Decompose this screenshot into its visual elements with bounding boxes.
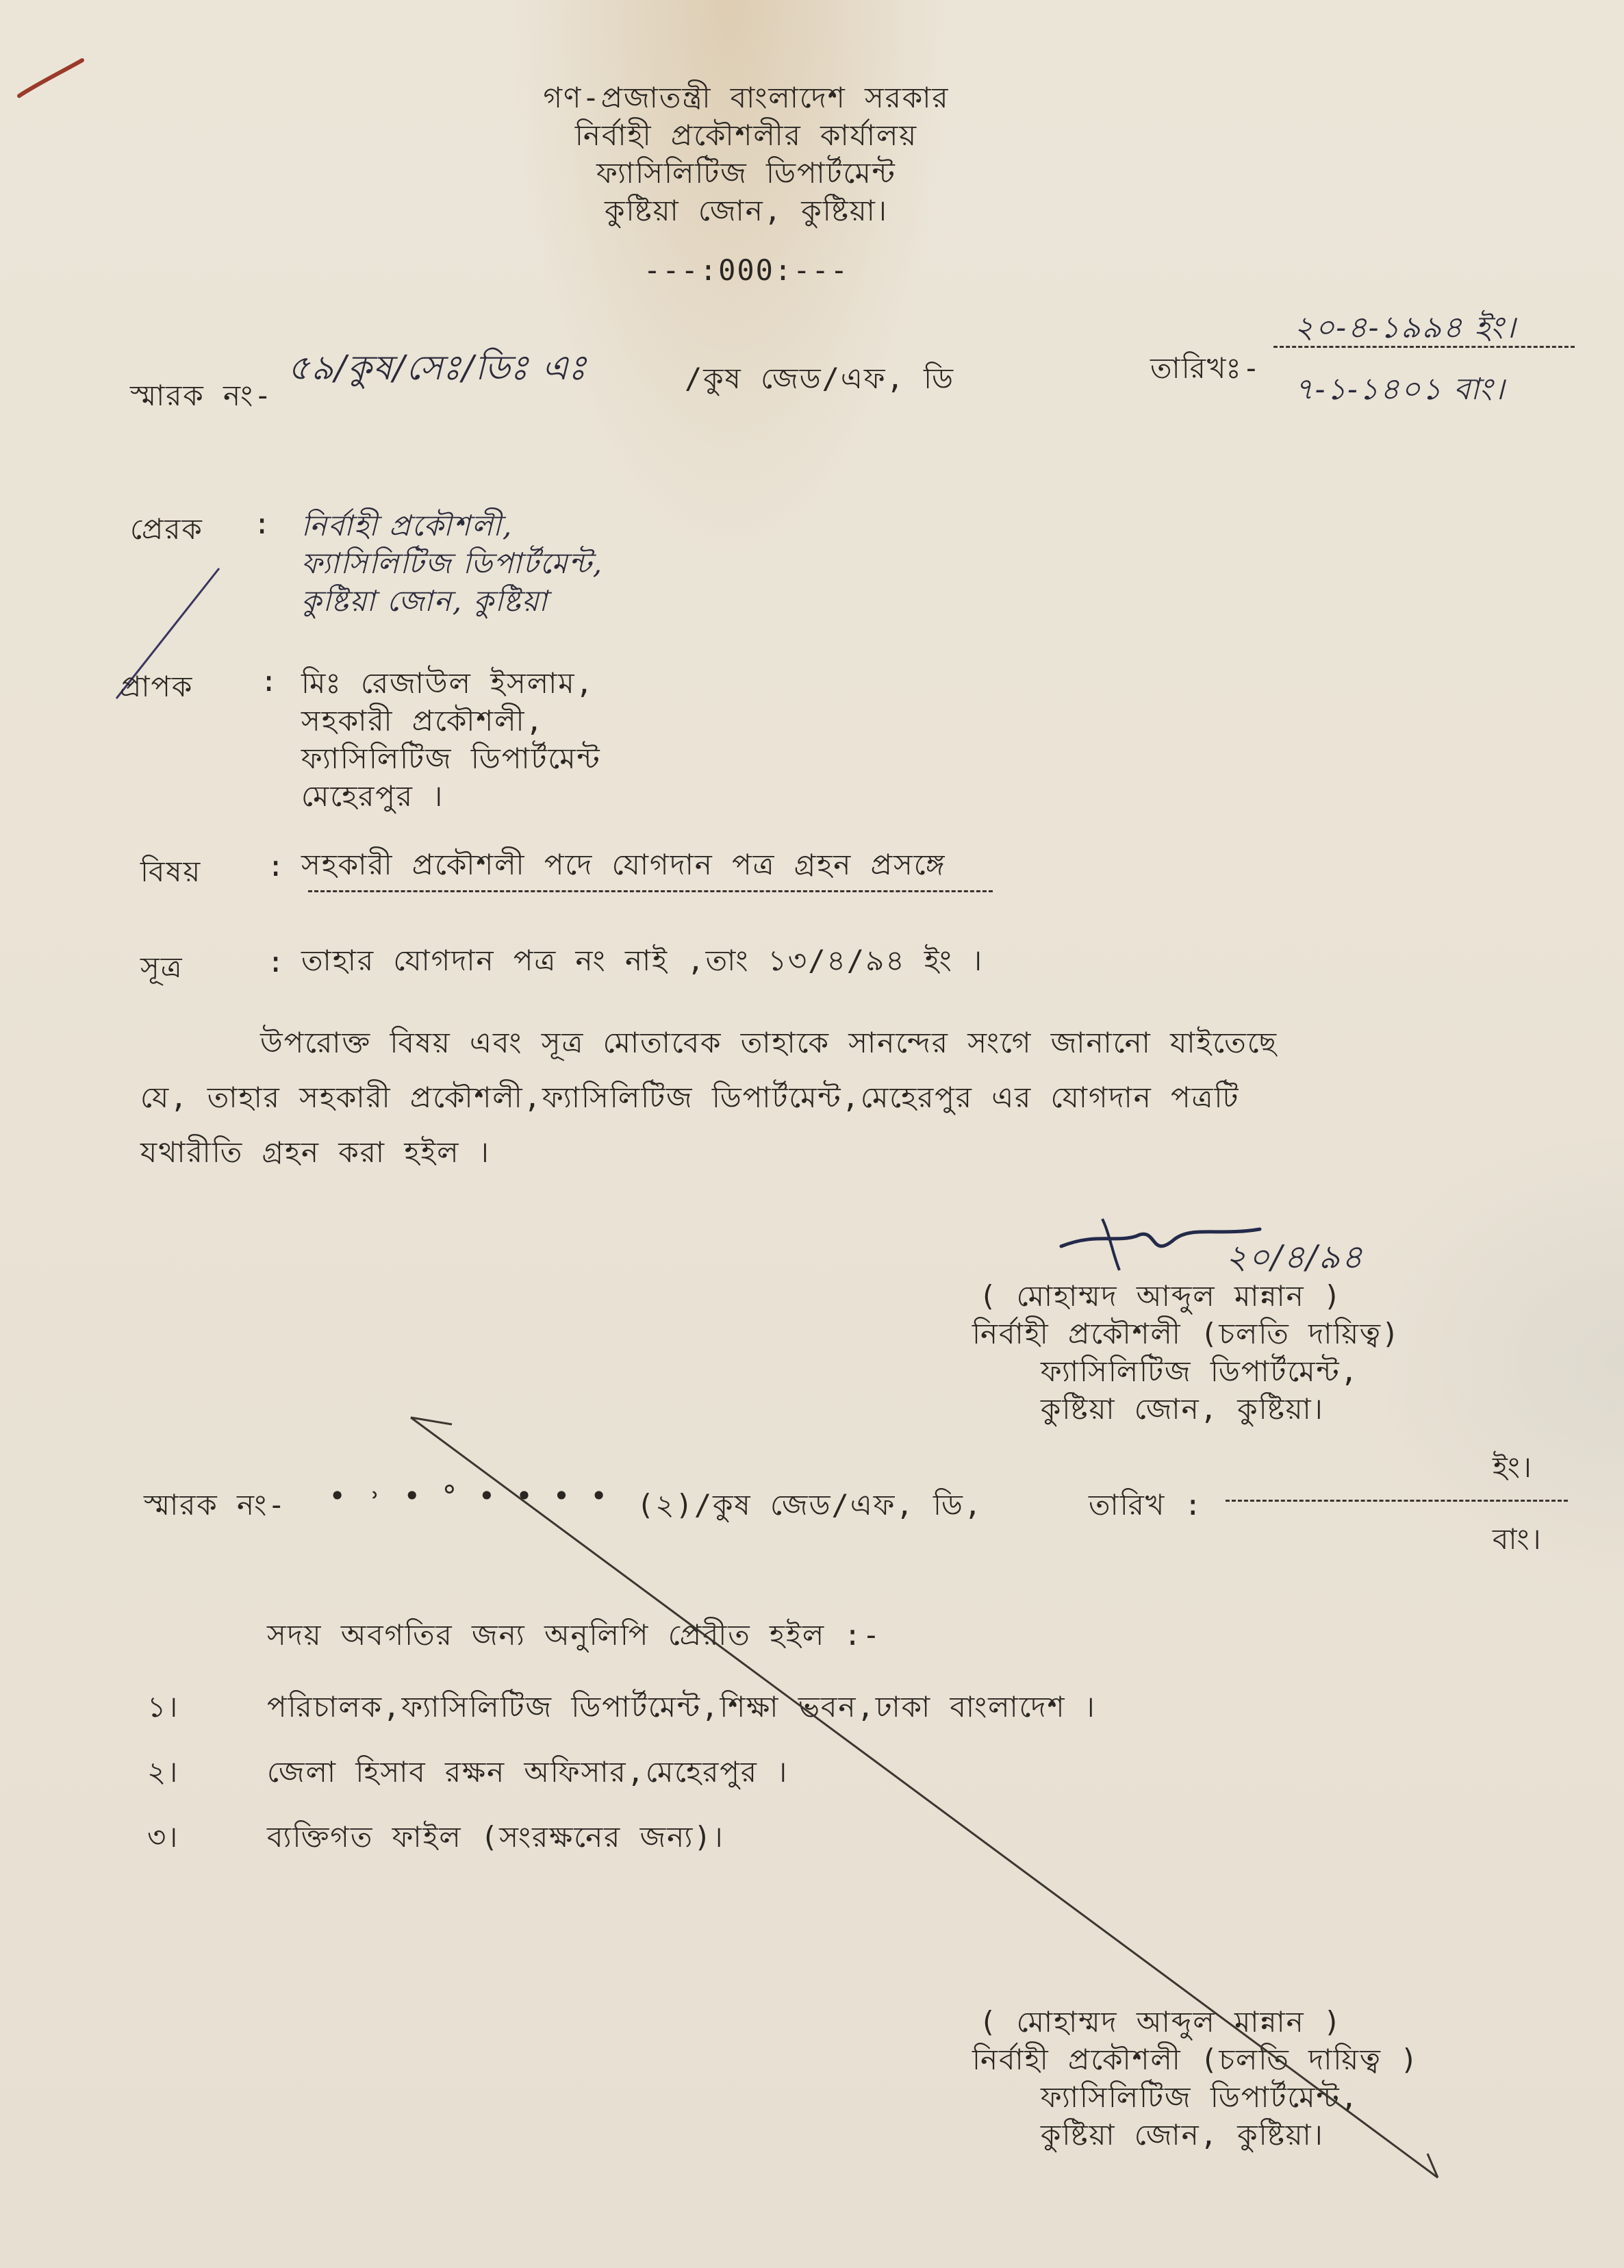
- sender-line: কুষ্টিয়া জোন, কুষ্টিয়া: [301, 584, 548, 618]
- signature1-line: নির্বাহী প্রকৌশলী (চলতি দায়িত্ব): [972, 1317, 1401, 1350]
- signature1-line: ( মোহাম্মদ আব্দুল মান্নান ): [979, 1279, 1343, 1313]
- signature2-line: নির্বাহী প্রকৌশলী (চলতি দায়িত্ব ): [972, 2043, 1419, 2076]
- memo-handwritten-number: ৫৯/কুষ/সেঃ/ডিঃ এঃ: [288, 348, 588, 388]
- subject-colon: :: [267, 849, 286, 883]
- header-line1: গণ-প্রজাতন্ত্রী বাংলাদেশ সরকার: [543, 81, 950, 114]
- memo-label: স্মারক নং-: [130, 379, 273, 412]
- signature1-line: কুষ্টিয়া জোন, কুষ্টিয়া।: [1041, 1392, 1324, 1426]
- memo-date-label: তারিখঃ-: [1150, 351, 1262, 385]
- copy-item-number: ২।: [147, 1755, 179, 1789]
- sender-label: প্রেরক: [130, 512, 203, 546]
- memo-suffix: /কুষ জেড/এফ, ডি: [685, 362, 955, 395]
- recipient-line: ফ্যাসিলিটিজ ডিপার্টমেন্ট: [301, 742, 601, 775]
- recipient-label: প্রাপক: [120, 670, 194, 703]
- memo2-bang: বাং।: [1493, 1522, 1543, 1556]
- copy-item-number: ১।: [147, 1690, 179, 1724]
- header-line4: কুষ্টিয়া জোন, কুষ্টিয়া।: [605, 194, 888, 227]
- body-line3: যথারীতি গ্রহন করা হইল ।: [140, 1135, 490, 1169]
- copy-item-text: পরিচালক,ফ্যাসিলিটিজ ডিপার্টমেন্ট,শিক্ষা ভবন,ঢাকা বাংলাদেশ ।: [267, 1690, 1096, 1724]
- signature2-line: ( মোহাম্মদ আব্দুল মান্নান ): [979, 2005, 1343, 2039]
- copies-intro: সদয় অবগতির জন্য অনুলিপি প্রেরীত হইল :-: [267, 1618, 882, 1652]
- copy-item-text: জেলা হিসাব রক্ষন অফিসার,মেহেরপুর ।: [267, 1755, 789, 1789]
- body-line1: উপরোক্ত বিষয় এবং সূত্র মোতাবেক তাহাকে সানন্দের সংগে জানানো যাইতেছে: [260, 1026, 1278, 1059]
- signature-date: ২০/৪/৯৪: [1226, 1238, 1365, 1276]
- header-line2: নির্বাহী প্রকৌশলীর কার্যালয়: [574, 118, 918, 152]
- sender-colon: :: [253, 507, 272, 540]
- body-line2: যে, তাহার সহকারী প্রকৌশলী,ফ্যাসিলিটিজ ডিপার্টমেন্ট,মেহেরপুর এর যোগদান পত্রটি: [140, 1081, 1240, 1114]
- copy-item-text: ব্যক্তিগত ফাইল (সংরক্ষনের জন্য)।: [267, 1820, 724, 1854]
- memo2-label: স্মারক নং-: [144, 1488, 287, 1522]
- memo-date-en: ২০-৪-১৯৯৪ ইং।: [1294, 310, 1517, 345]
- recipient-colon: :: [260, 664, 279, 698]
- signature2-line: ফ্যাসিলিটিজ ডিপার্টমেন্ট,: [1041, 2080, 1359, 2114]
- signature1-line: ফ্যাসিলিটিজ ডিপার্টমেন্ট,: [1041, 1354, 1359, 1388]
- header-line3: ফ্যাসিলিটিজ ডিপার্টমেন্ট: [596, 156, 896, 190]
- memo2-date-label: তারিখ :: [1089, 1488, 1203, 1522]
- signature2-line: কুষ্টিয়া জোন, কুষ্টিয়া।: [1041, 2118, 1324, 2152]
- memo2-ing: ইং।: [1493, 1450, 1533, 1484]
- copy-item-number: ৩।: [147, 1820, 179, 1854]
- memo-date-bn: ৭-১-১৪০১ বাং।: [1294, 372, 1506, 407]
- sender-line: ফ্যাসিলিটিজ ডিপার্টমেন্ট,: [301, 546, 604, 580]
- reference-label: সূত্র: [140, 950, 183, 984]
- sender-line: নির্বাহী প্রকৌশলী,: [301, 509, 513, 542]
- recipient-line: সহকারী প্রকৌশলী,: [301, 704, 544, 738]
- reference-colon: :: [267, 945, 286, 979]
- recipient-line: মেহেরপুর ।: [301, 779, 444, 813]
- subject-label: বিষয়: [140, 855, 202, 888]
- header-separator: ---:000:---: [643, 253, 850, 287]
- recipient-line: মিঃ রেজাউল ইসলাম,: [301, 666, 594, 700]
- memo2-dots: • ˒ • ° • • • •: [329, 1479, 609, 1513]
- reference-text: তাহার যোগদান পত্র নং নাই ,তাং ১৩/৪/৯৪ ইং ।: [301, 944, 984, 977]
- subject-text: সহকারী প্রকৌশলী পদে যোগদান পত্র গ্রহন প্রসঙ্গে: [301, 848, 946, 881]
- memo2-suffix: (২)/কুষ জেড/এফ, ডি,: [637, 1488, 983, 1522]
